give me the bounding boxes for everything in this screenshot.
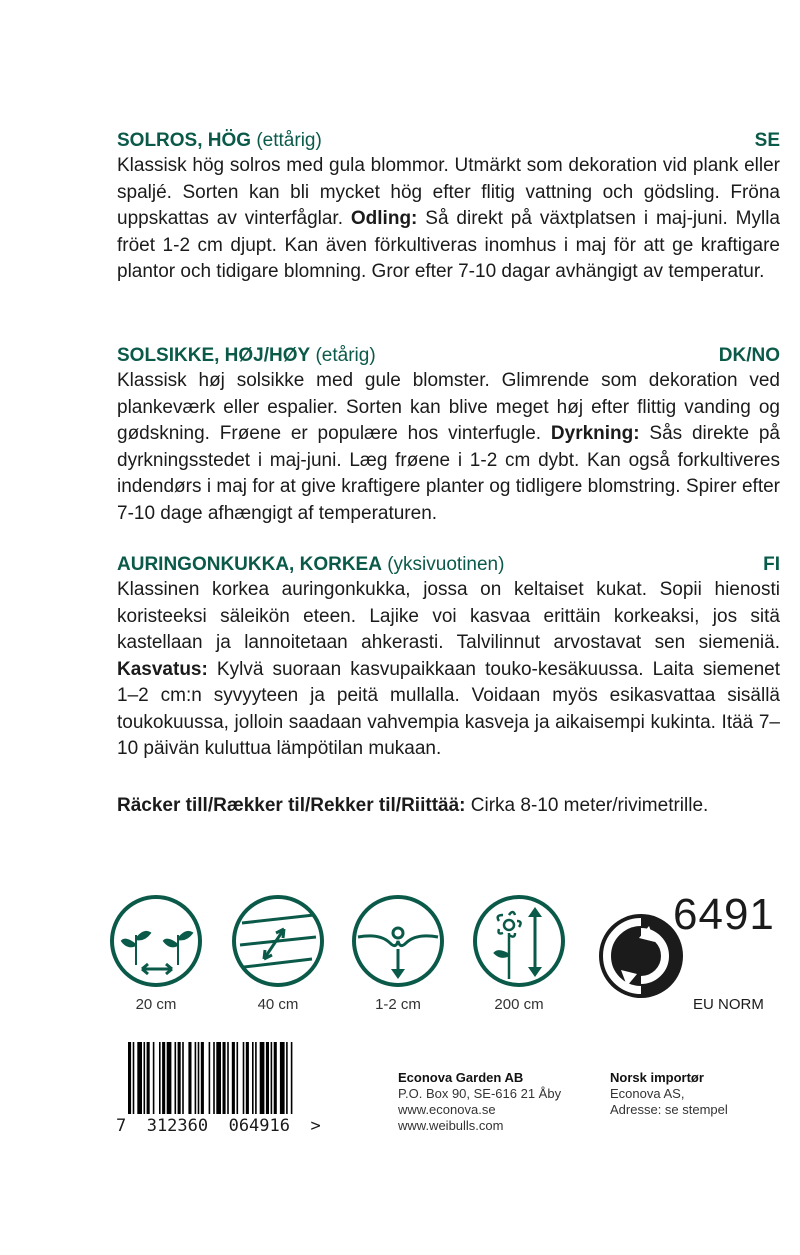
plant-spacing-label: 20 cm — [135, 996, 177, 1013]
coverage-label: Räcker till/Rækker til/Rekker til/Riittää: — [117, 795, 466, 816]
section-fi — [117, 553, 780, 763]
section-fi-title: AURINGONKUKKA, KORKEA — [117, 554, 382, 575]
company-web-1[interactable]: www.econova.se — [398, 1102, 496, 1117]
sowing-depth-label: 1-2 cm — [375, 996, 421, 1013]
section-se-body: Klassisk hög solros med gula blommor. Utmärkt som dekoration vid plank eller spaljé. Sorten kan bli mycket hög efter flitig vattning och gödsling. Fröna uppskattas av vinterfåglar. Odling: Så direkt på växtplatsen i maj-juni. Mylla fröet 1-2 cm djupt. Kan även förkultiveras inomhus i maj för att ge kraftigare plantor och tidigare blomning. Gror efter 7-10 dagar avhängigt av temperatur. — [117, 155, 780, 282]
section-fi-lang: FI — [763, 554, 780, 575]
eu-norm-label: EU NORM — [693, 996, 764, 1013]
plant-height-icon — [471, 893, 567, 989]
section-se-lang: SE — [754, 130, 780, 151]
section-dk-lang: DK/NO — [718, 345, 780, 366]
company-web-2[interactable]: www.weibulls.com — [398, 1118, 504, 1133]
plant-height-label: 200 cm — [494, 996, 544, 1013]
company-address — [398, 1070, 561, 1134]
row-spacing-icon — [230, 893, 326, 989]
plant-spacing-icon — [108, 893, 204, 989]
section-se — [117, 129, 780, 286]
section-dk-header — [117, 344, 780, 368]
section-dk-title: SOLSIKKE, HØJ/HØY — [117, 345, 311, 366]
recycle-icon — [597, 912, 685, 1000]
section-dk — [117, 344, 780, 527]
section-se-title: SOLROS, HÖG — [117, 130, 252, 151]
importer-name: Econova AS, — [610, 1086, 685, 1101]
company-postal: P.O. Box 90, SE-616 21 Åby — [398, 1086, 562, 1101]
sowing-depth-icon — [350, 893, 446, 989]
coverage-value: Cirka 8-10 meter/rivimetrille. — [465, 795, 709, 816]
section-fi-body: Klassinen korkea auringonkukka, jossa on keltaiset kukat. Sopii hienosti koristeeksi säleikön eteen. Lajike voi kasvaa erittäin korkeaksi, jos sitä kastellaan ja lannoitetaan ahkerasti. Talvilinnut arvostavat sen siemeniä. Kasvatus: Kylvä suoraan kasvupaikkaan touko-kesäkuussa. Laita siemenet 1–2 cm:n syvyyteen ja peitä mullalla. Voidaan myös esikasvattaa sisällä toukokuussa, jolloin saadaan vahvempia kasveja ja aikaisempi kukinta. Itää 7–10 päivän kuluttua lämpötilan mukaan. — [117, 579, 780, 759]
barcode-digits: 7 312360 064916 > — [116, 1116, 321, 1136]
barcode-bars — [118, 1042, 360, 1120]
company-name: Econova Garden AB — [398, 1070, 524, 1085]
coverage-line — [117, 795, 708, 817]
barcode — [118, 1042, 360, 1137]
row-spacing-label: 40 cm — [257, 996, 299, 1013]
section-fi-subtitle: (yksivuotinen) — [387, 554, 505, 575]
importer-title: Norsk importør — [610, 1070, 704, 1085]
importer-address — [610, 1070, 728, 1118]
section-fi-header — [117, 553, 780, 577]
product-number: 6491 — [673, 890, 775, 939]
section-se-header — [117, 129, 780, 153]
section-dk-body: Klassisk høj solsikke med gule blomster. Glimrende som dekoration ved plankeværk eller espalier. Sorten kan blive meget høj efter flittig vanding og gødskning. Frøene er populære hos vinterfugle. Dyrkning: Sås direkte på dyrkningsstedet i maj-juni. Læg frøene i 1-2 cm dybt. Kan også forkultiveres indendørs i maj for at give kraftigere planter og tidligere blomstring. Spirer efter 7-10 dage afhængigt af temperaturen. — [117, 370, 780, 524]
importer-address-line: Adresse: se stempel — [610, 1102, 728, 1117]
section-se-subtitle: (ettårig) — [256, 130, 322, 151]
section-dk-subtitle: (etårig) — [315, 345, 376, 366]
